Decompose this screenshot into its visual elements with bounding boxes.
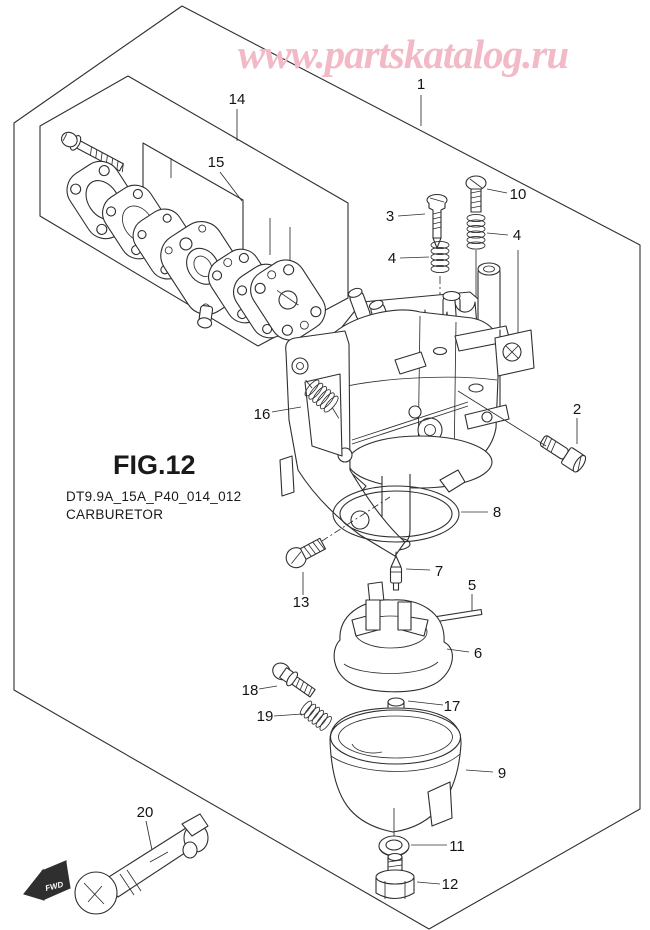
- idle-speed-screw: [466, 176, 486, 212]
- float: [334, 582, 452, 692]
- callout-10[interactable]: 10: [509, 186, 527, 203]
- spring-left: [431, 241, 449, 272]
- spring-right: [467, 214, 485, 249]
- callout-6[interactable]: 6: [473, 645, 483, 662]
- callout-20[interactable]: 20: [136, 804, 154, 821]
- float-pin: [437, 609, 482, 621]
- bowl-mounting-bolt: [269, 660, 317, 700]
- drain-bolt: [376, 854, 414, 900]
- bowl-bolt-spring: [298, 699, 333, 731]
- callout-16[interactable]: 16: [253, 406, 271, 423]
- fwd-arrow: [24, 861, 70, 900]
- callout-14[interactable]: 14: [228, 91, 246, 108]
- figure-subtitle: CARBURETOR: [66, 507, 164, 522]
- callout-4-left[interactable]: 4: [387, 250, 397, 267]
- callout-4-right[interactable]: 4: [512, 227, 522, 244]
- float-bowl: [330, 708, 461, 832]
- callout-7[interactable]: 7: [434, 563, 444, 580]
- callout-3[interactable]: 3: [385, 208, 395, 225]
- callout-9[interactable]: 9: [497, 765, 507, 782]
- callout-17[interactable]: 17: [443, 698, 461, 715]
- callout-18[interactable]: 18: [241, 682, 259, 699]
- callout-1[interactable]: 1: [416, 76, 426, 93]
- drain-plug-screw: [283, 535, 328, 571]
- callout-15[interactable]: 15: [207, 154, 225, 171]
- callout-8[interactable]: 8: [492, 504, 502, 521]
- pilot-air-screw: [427, 195, 447, 249]
- callout-19[interactable]: 19: [256, 708, 274, 725]
- callout-5[interactable]: 5: [467, 577, 477, 594]
- cable-clamp-screw: [495, 330, 534, 376]
- pilot-screw: [537, 432, 588, 474]
- callout-12[interactable]: 12: [441, 876, 459, 893]
- pump-gasket-stack: [59, 154, 333, 348]
- callout-11[interactable]: 11: [449, 838, 465, 855]
- fwd-arrow-label: FWD: [44, 879, 65, 893]
- figure-model-code: DT9.9A_15A_P40_014_012: [66, 489, 242, 504]
- figure-title: FIG.12: [113, 450, 196, 480]
- watermark: www.partskatalog.ru: [237, 31, 569, 77]
- callout-2[interactable]: 2: [572, 401, 582, 418]
- body-flange: [348, 436, 492, 488]
- figure-caption: [66, 450, 242, 522]
- callout-13[interactable]: 13: [292, 594, 310, 611]
- idle-adjust-screw: [75, 814, 208, 914]
- needle-valve: [391, 552, 402, 590]
